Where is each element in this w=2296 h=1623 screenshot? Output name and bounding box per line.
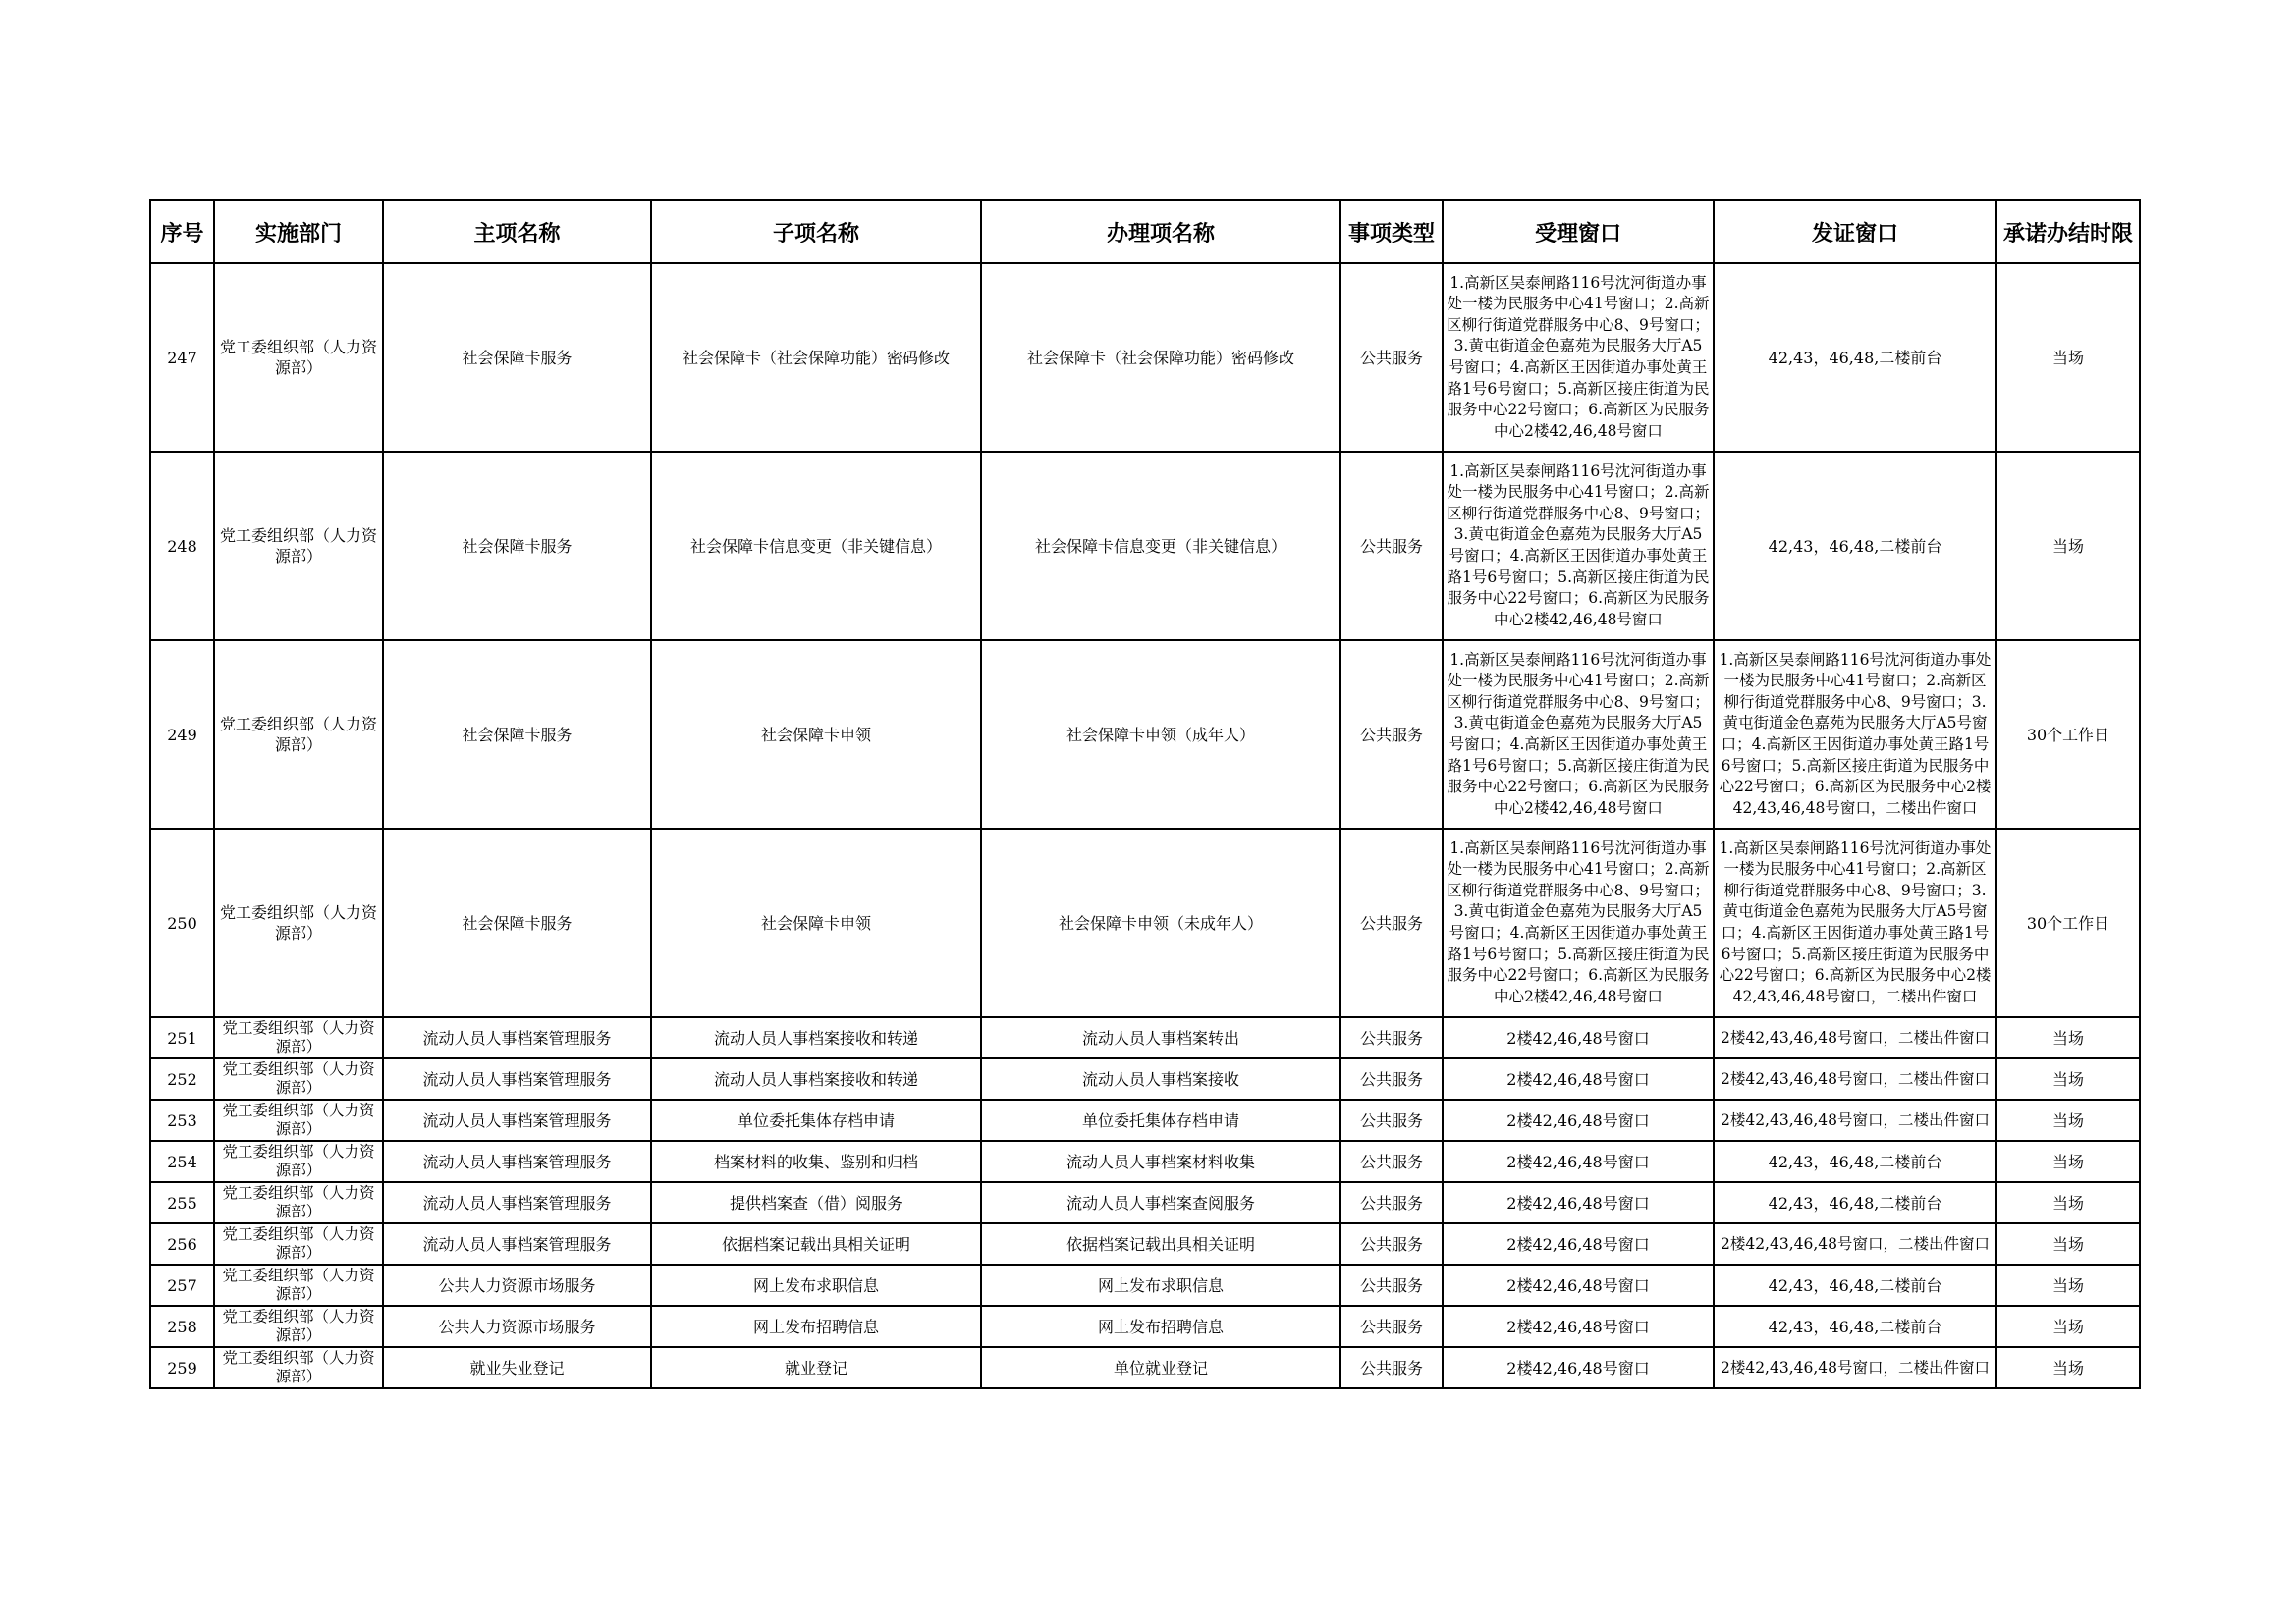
table-row [150,1100,2140,1141]
cell-limit: 当场 [1996,1265,2140,1306]
cell-handle: 网上发布求职信息 [981,1265,1340,1306]
cell-accept: 1.高新区吴泰闸路116号沈河街道办事处一楼为民服务中心41号窗口；2.高新区柳行街道党群服务中心8、9号窗口；3.黄屯街道金色嘉苑为民服务大厅A5号窗口；4.高新区王因街道办事处黄王路1号6号窗口；5.高新区接庄街道为民服务中心22号窗口；6.高新区为民服务中心2楼42,46,48号窗口 [1443,263,1714,452]
cell-type: 公共服务 [1340,1347,1443,1388]
cell-dept: 党工委组织部（人力资源部） [214,1347,383,1388]
cell-sub: 社会保障卡申领 [651,829,981,1017]
cell-main: 社会保障卡服务 [383,829,651,1017]
cell-cert: 42,43，46,48,二楼前台 [1714,452,1996,640]
cell-sub: 就业登记 [651,1347,981,1388]
cell-cert: 42,43，46,48,二楼前台 [1714,263,1996,452]
cell-sub: 社会保障卡（社会保障功能）密码修改 [651,263,981,452]
cell-seq: 247 [150,263,214,452]
cell-dept: 党工委组织部（人力资源部） [214,829,383,1017]
cell-limit: 当场 [1996,1100,2140,1141]
header-cert: 发证窗口 [1714,200,1996,263]
cell-type: 公共服务 [1340,1141,1443,1182]
cell-limit: 当场 [1996,1306,2140,1347]
cell-type: 公共服务 [1340,1182,1443,1223]
header-dept: 实施部门 [214,200,383,263]
cell-sub: 单位委托集体存档申请 [651,1100,981,1141]
cell-seq: 251 [150,1017,214,1058]
cell-limit: 当场 [1996,263,2140,452]
cell-dept: 党工委组织部（人力资源部） [214,1100,383,1141]
cell-cert: 42,43，46,48,二楼前台 [1714,1182,1996,1223]
cell-dept: 党工委组织部（人力资源部） [214,1306,383,1347]
cell-sub: 网上发布求职信息 [651,1265,981,1306]
cell-main: 社会保障卡服务 [383,452,651,640]
table-row [150,1058,2140,1100]
table-row [150,452,2140,640]
table-row [150,1223,2140,1265]
cell-type: 公共服务 [1340,452,1443,640]
cell-main: 流动人员人事档案管理服务 [383,1100,651,1141]
cell-type: 公共服务 [1340,1100,1443,1141]
header-accept: 受理窗口 [1443,200,1714,263]
header-main: 主项名称 [383,200,651,263]
cell-cert: 2楼42,43,46,48号窗口，二楼出件窗口 [1714,1223,1996,1265]
cell-seq: 252 [150,1058,214,1100]
cell-sub: 档案材料的收集、鉴别和归档 [651,1141,981,1182]
table-row [150,829,2140,1017]
cell-main: 流动人员人事档案管理服务 [383,1223,651,1265]
header-type: 事项类型 [1340,200,1443,263]
cell-seq: 259 [150,1347,214,1388]
cell-main: 社会保障卡服务 [383,640,651,829]
table-row [150,640,2140,829]
cell-dept: 党工委组织部（人力资源部） [214,1265,383,1306]
cell-accept: 1.高新区吴泰闸路116号沈河街道办事处一楼为民服务中心41号窗口；2.高新区柳行街道党群服务中心8、9号窗口；3.黄屯街道金色嘉苑为民服务大厅A5号窗口；4.高新区王因街道办事处黄王路1号6号窗口；5.高新区接庄街道为民服务中心22号窗口；6.高新区为民服务中心2楼42,46,48号窗口 [1443,452,1714,640]
cell-accept: 2楼42,46,48号窗口 [1443,1265,1714,1306]
cell-sub: 流动人员人事档案接收和转递 [651,1017,981,1058]
cell-handle: 单位就业登记 [981,1347,1340,1388]
cell-type: 公共服务 [1340,1058,1443,1100]
cell-main: 流动人员人事档案管理服务 [383,1058,651,1100]
cell-sub: 社会保障卡申领 [651,640,981,829]
table-row [150,263,2140,452]
cell-main: 社会保障卡服务 [383,263,651,452]
cell-cert: 1.高新区吴泰闸路116号沈河街道办事处一楼为民服务中心41号窗口；2.高新区柳行街道党群服务中心8、9号窗口；3.黄屯街道金色嘉苑为民服务大厅A5号窗口；4.高新区王因街道办事处黄王路1号6号窗口；5.高新区接庄街道为民服务中心22号窗口；6.高新区为民服务中心2楼42,43,46,48号窗口，二楼出件窗口 [1714,640,1996,829]
cell-sub: 网上发布招聘信息 [651,1306,981,1347]
cell-limit: 当场 [1996,1017,2140,1058]
cell-type: 公共服务 [1340,1306,1443,1347]
cell-handle: 社会保障卡申领（成年人） [981,640,1340,829]
cell-main: 流动人员人事档案管理服务 [383,1141,651,1182]
table-row [150,1182,2140,1223]
cell-handle: 社会保障卡信息变更（非关键信息） [981,452,1340,640]
cell-handle: 依据档案记载出具相关证明 [981,1223,1340,1265]
cell-handle: 网上发布招聘信息 [981,1306,1340,1347]
cell-seq: 255 [150,1182,214,1223]
cell-cert: 2楼42,43,46,48号窗口，二楼出件窗口 [1714,1017,1996,1058]
table-row [150,1347,2140,1388]
cell-handle: 流动人员人事档案转出 [981,1017,1340,1058]
cell-seq: 250 [150,829,214,1017]
cell-accept: 2楼42,46,48号窗口 [1443,1100,1714,1141]
cell-cert: 1.高新区吴泰闸路116号沈河街道办事处一楼为民服务中心41号窗口；2.高新区柳行街道党群服务中心8、9号窗口；3.黄屯街道金色嘉苑为民服务大厅A5号窗口；4.高新区王因街道办事处黄王路1号6号窗口；5.高新区接庄街道为民服务中心22号窗口；6.高新区为民服务中心2楼42,43,46,48号窗口，二楼出件窗口 [1714,829,1996,1017]
cell-sub: 流动人员人事档案接收和转递 [651,1058,981,1100]
cell-main: 公共人力资源市场服务 [383,1265,651,1306]
cell-dept: 党工委组织部（人力资源部） [214,1182,383,1223]
cell-seq: 248 [150,452,214,640]
cell-accept: 2楼42,46,48号窗口 [1443,1182,1714,1223]
cell-dept: 党工委组织部（人力资源部） [214,1058,383,1100]
table-row [150,1265,2140,1306]
cell-dept: 党工委组织部（人力资源部） [214,1017,383,1058]
cell-type: 公共服务 [1340,640,1443,829]
cell-dept: 党工委组织部（人力资源部） [214,1141,383,1182]
table-row [150,1017,2140,1058]
cell-limit: 30个工作日 [1996,640,2140,829]
cell-sub: 依据档案记载出具相关证明 [651,1223,981,1265]
cell-sub: 社会保障卡信息变更（非关键信息） [651,452,981,640]
cell-limit: 当场 [1996,1058,2140,1100]
header-handle: 办理项名称 [981,200,1340,263]
cell-limit: 当场 [1996,1182,2140,1223]
cell-cert: 2楼42,43,46,48号窗口，二楼出件窗口 [1714,1100,1996,1141]
table-row [150,1141,2140,1182]
header-seq: 序号 [150,200,214,263]
table-row [150,1306,2140,1347]
cell-seq: 257 [150,1265,214,1306]
cell-type: 公共服务 [1340,1017,1443,1058]
cell-accept: 2楼42,46,48号窗口 [1443,1347,1714,1388]
cell-main: 流动人员人事档案管理服务 [383,1182,651,1223]
header-row [150,200,2140,263]
cell-handle: 社会保障卡申领（未成年人） [981,829,1340,1017]
cell-accept: 2楼42,46,48号窗口 [1443,1017,1714,1058]
header-sub: 子项名称 [651,200,981,263]
cell-seq: 249 [150,640,214,829]
cell-accept: 2楼42,46,48号窗口 [1443,1141,1714,1182]
cell-limit: 30个工作日 [1996,829,2140,1017]
cell-cert: 2楼42,43,46,48号窗口，二楼出件窗口 [1714,1058,1996,1100]
cell-handle: 社会保障卡（社会保障功能）密码修改 [981,263,1340,452]
cell-seq: 256 [150,1223,214,1265]
cell-limit: 当场 [1996,1223,2140,1265]
cell-dept: 党工委组织部（人力资源部） [214,452,383,640]
cell-dept: 党工委组织部（人力资源部） [214,1223,383,1265]
cell-handle: 流动人员人事档案查阅服务 [981,1182,1340,1223]
cell-main: 公共人力资源市场服务 [383,1306,651,1347]
cell-accept: 2楼42,46,48号窗口 [1443,1306,1714,1347]
cell-accept: 1.高新区吴泰闸路116号沈河街道办事处一楼为民服务中心41号窗口；2.高新区柳行街道党群服务中心8、9号窗口；3.黄屯街道金色嘉苑为民服务大厅A5号窗口；4.高新区王因街道办事处黄王路1号6号窗口；5.高新区接庄街道为民服务中心22号窗口；6.高新区为民服务中心2楼42,46,48号窗口 [1443,640,1714,829]
service-items-table [149,199,2141,1389]
cell-cert: 2楼42,43,46,48号窗口，二楼出件窗口 [1714,1347,1996,1388]
cell-seq: 253 [150,1100,214,1141]
cell-main: 流动人员人事档案管理服务 [383,1017,651,1058]
cell-seq: 254 [150,1141,214,1182]
cell-limit: 当场 [1996,1141,2140,1182]
cell-dept: 党工委组织部（人力资源部） [214,263,383,452]
header-limit: 承诺办结时限 [1996,200,2140,263]
cell-seq: 258 [150,1306,214,1347]
cell-cert: 42,43，46,48,二楼前台 [1714,1306,1996,1347]
cell-handle: 流动人员人事档案材料收集 [981,1141,1340,1182]
cell-type: 公共服务 [1340,263,1443,452]
cell-handle: 流动人员人事档案接收 [981,1058,1340,1100]
cell-limit: 当场 [1996,452,2140,640]
cell-handle: 单位委托集体存档申请 [981,1100,1340,1141]
cell-cert: 42,43，46,48,二楼前台 [1714,1265,1996,1306]
cell-limit: 当场 [1996,1347,2140,1388]
cell-sub: 提供档案查（借）阅服务 [651,1182,981,1223]
cell-type: 公共服务 [1340,1223,1443,1265]
cell-accept: 2楼42,46,48号窗口 [1443,1058,1714,1100]
cell-cert: 42,43，46,48,二楼前台 [1714,1141,1996,1182]
cell-main: 就业失业登记 [383,1347,651,1388]
cell-accept: 1.高新区吴泰闸路116号沈河街道办事处一楼为民服务中心41号窗口；2.高新区柳行街道党群服务中心8、9号窗口；3.黄屯街道金色嘉苑为民服务大厅A5号窗口；4.高新区王因街道办事处黄王路1号6号窗口；5.高新区接庄街道为民服务中心22号窗口；6.高新区为民服务中心2楼42,46,48号窗口 [1443,829,1714,1017]
cell-type: 公共服务 [1340,1265,1443,1306]
cell-dept: 党工委组织部（人力资源部） [214,640,383,829]
cell-accept: 2楼42,46,48号窗口 [1443,1223,1714,1265]
cell-type: 公共服务 [1340,829,1443,1017]
